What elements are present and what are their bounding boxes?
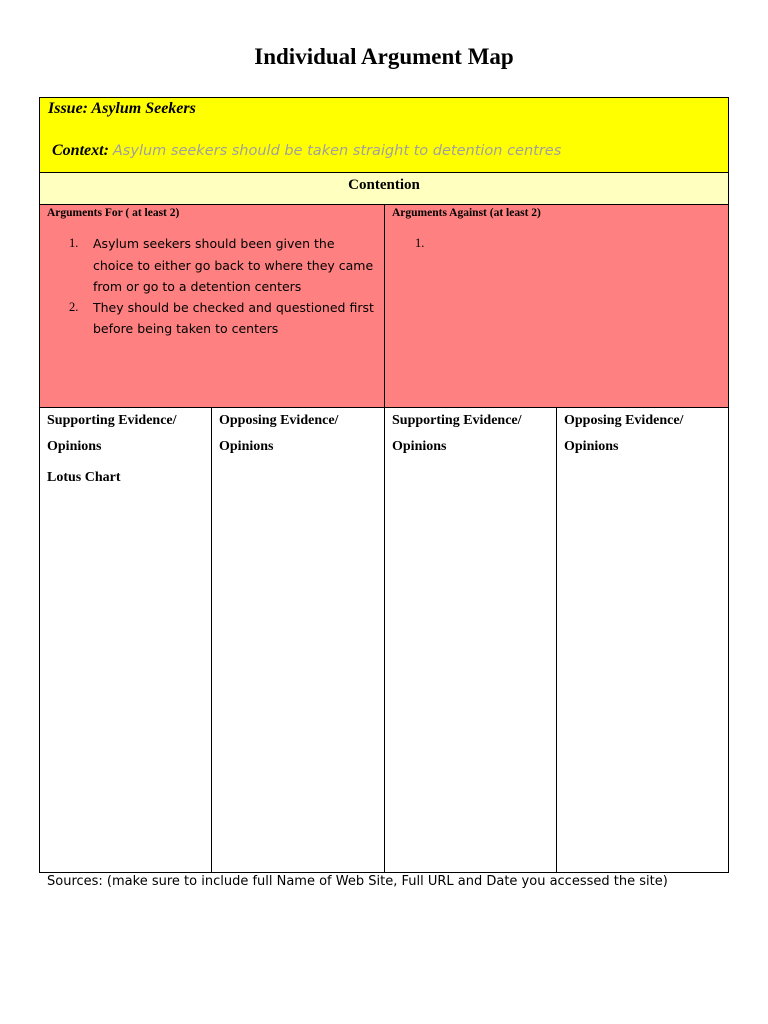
contention-heading: Contention [348, 177, 420, 193]
supporting-evidence-against-cell [384, 407, 557, 873]
evidence-label: Supporting Evidence/ Opinions [392, 413, 522, 454]
list-number: 1. [69, 236, 79, 250]
argument-map-table [39, 97, 729, 873]
list-number: 1. [415, 236, 425, 250]
evidence-label: Supporting Evidence/ Opinions [47, 413, 177, 454]
argument-for-item [63, 297, 375, 340]
argument-text: Asylum seekers should been given the choice to either go back to where they came from or go to a detention centers [93, 236, 374, 294]
context-line [52, 142, 561, 160]
evidence-label: Opposing Evidence/ Opinions [564, 413, 684, 454]
argument-for-item [63, 233, 375, 298]
arguments-for-heading: Arguments For ( at least 2) [47, 207, 180, 219]
opposing-evidence-for-cell [211, 407, 385, 873]
sources-note: Sources: (make sure to include full Name of Web Site, Full URL and Date you accessed the site) [47, 874, 668, 889]
evidence-note: Lotus Chart [47, 470, 121, 485]
supporting-evidence-for-cell [39, 407, 212, 873]
contention-row [39, 172, 729, 205]
arguments-against-heading: Arguments Against (at least 2) [392, 207, 541, 219]
evidence-label: Opposing Evidence/ Opinions [219, 413, 339, 454]
context-text: Asylum seekers should be taken straight to detention centres [112, 143, 562, 159]
arguments-for-cell [39, 204, 385, 408]
document-title: Individual Argument Map [254, 44, 514, 69]
arguments-against-cell [384, 204, 729, 408]
list-number: 2. [69, 299, 79, 314]
argument-text: They should be checked and questioned first before being taken to centers [93, 299, 374, 336]
opposing-evidence-against-cell [556, 407, 729, 873]
issue-row [39, 97, 729, 173]
issue-heading: Issue: Asylum Seekers [48, 100, 196, 117]
context-label: Context: [52, 142, 109, 159]
arguments-for-list [63, 233, 375, 340]
